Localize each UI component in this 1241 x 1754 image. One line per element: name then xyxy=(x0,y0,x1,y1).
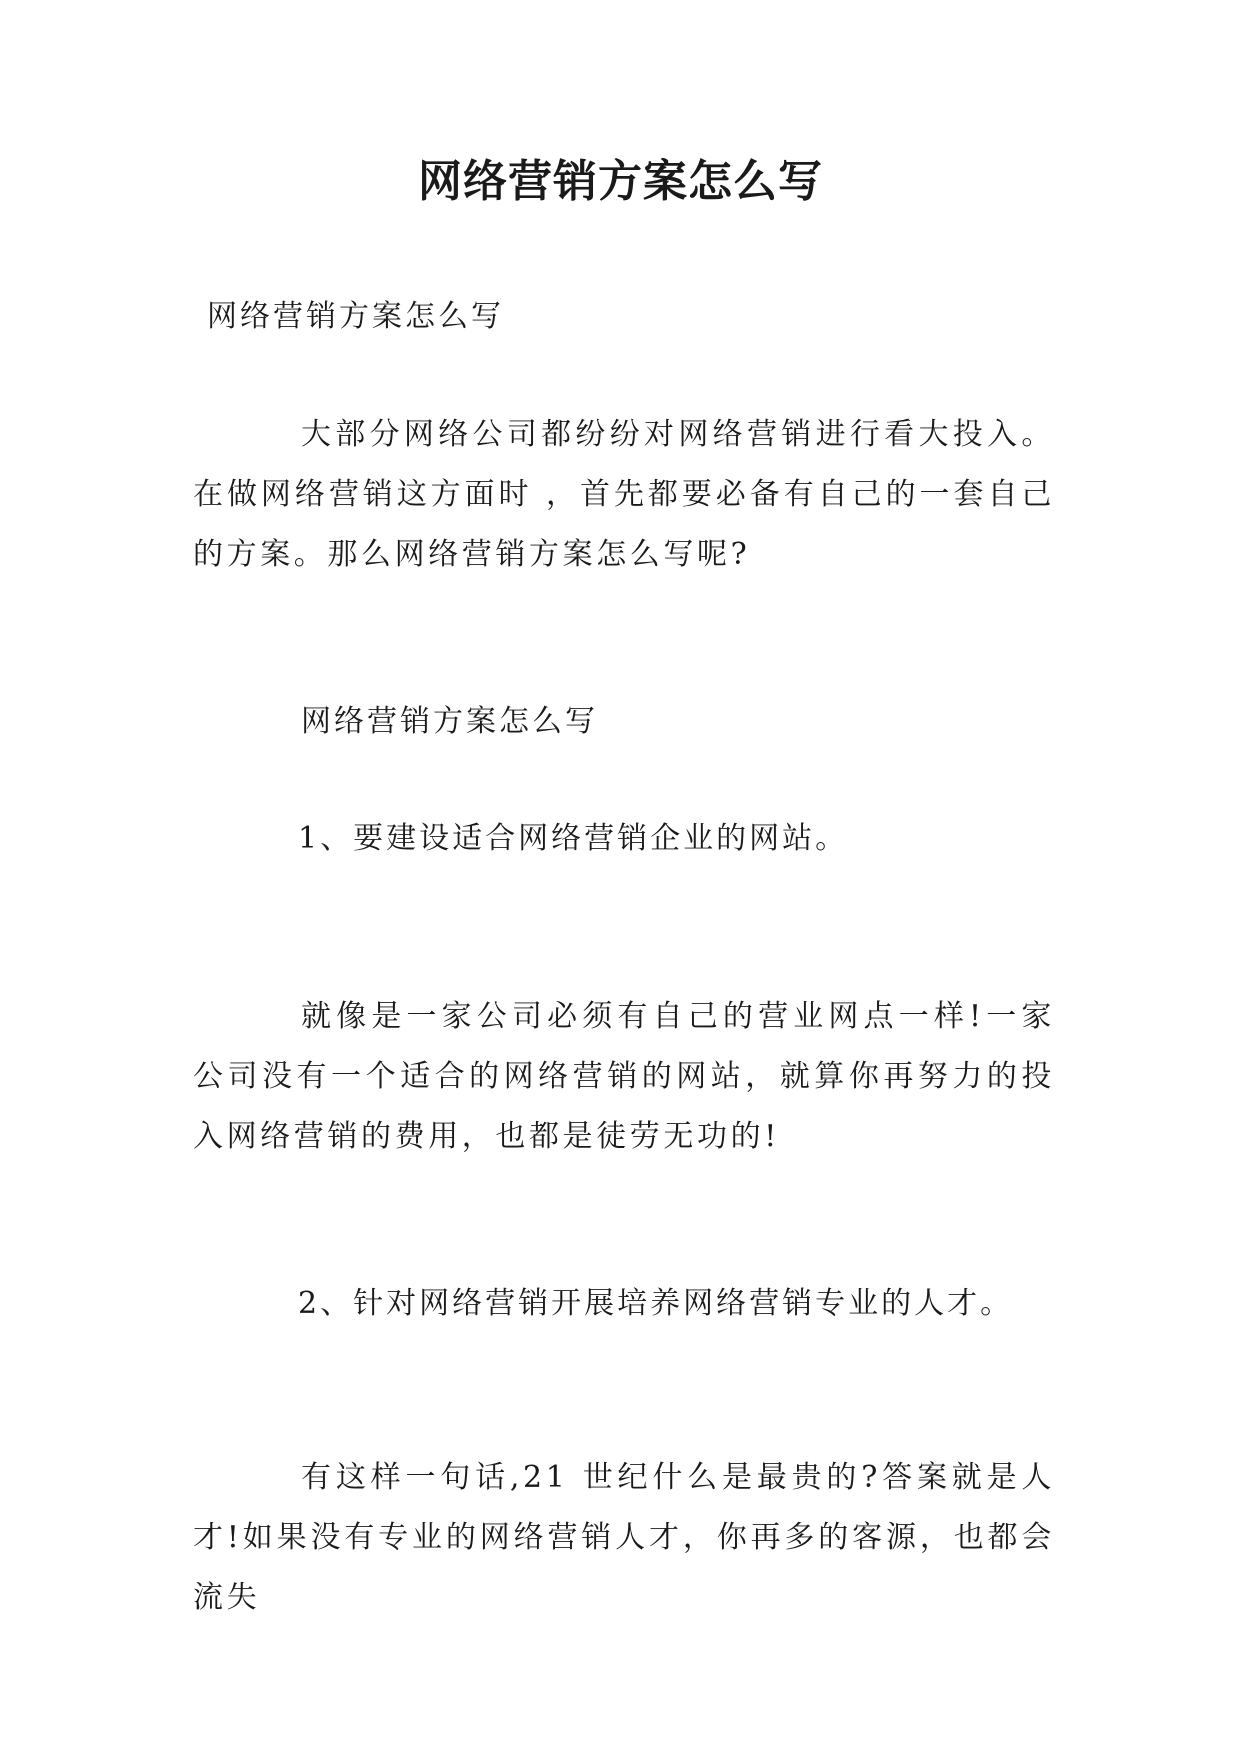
intro-paragraph: 大部分网络公司都纷纷对网络营销进行看大投入。在做网络营销这方面时 ，首先都要必备有自己的一套自己的方案。那么网络营销方案怎么写呢? xyxy=(193,417,1055,572)
document-subtitle: 网络营销方案怎么写 xyxy=(207,299,504,334)
point-1-paragraph: 就像是一家公司必须有自己的营业网点一样!一家公司没有一个适合的网络营销的网站，就算你再努力的投入网络营销的费用，也都是徒劳无功的! xyxy=(193,999,1055,1154)
point-2-paragraph: 有这样一句话,21 世纪什么是最贵的?答案就是人才!如果没有专业的网络营销人才，你再多的客源，也都会流失 xyxy=(193,1460,1055,1615)
point-1-heading: 1、要建设适合网络营销企业的网站。 xyxy=(298,821,849,856)
section-heading: 网络营销方案怎么写 xyxy=(301,704,598,739)
document-title: 网络营销方案怎么写 xyxy=(418,156,823,207)
point-2-heading: 2、针对网络营销开展培养网络营销专业的人才。 xyxy=(298,1286,1014,1321)
